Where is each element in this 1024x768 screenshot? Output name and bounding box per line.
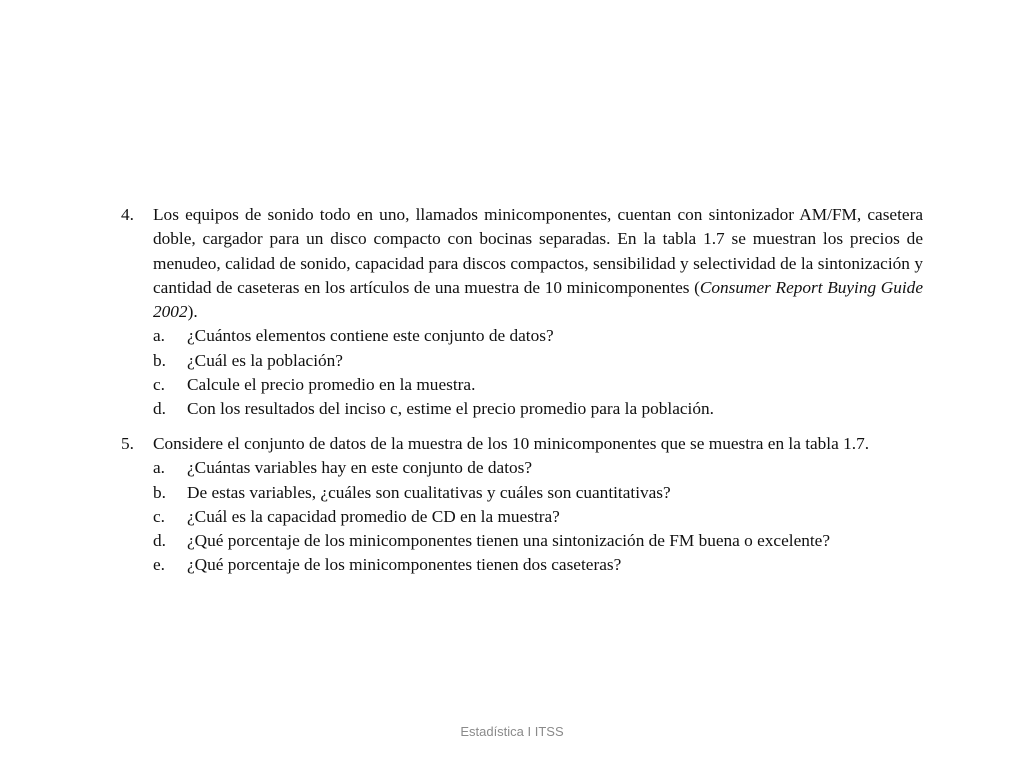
exercise-4 <box>121 203 923 422</box>
exercise-5 <box>121 432 923 578</box>
source-citation: Consumer Report Buying Guide 2002 <box>153 277 923 322</box>
question-text: ¿Cuál es la capacidad promedio de CD en la muestra? <box>187 506 560 526</box>
question-text: ¿Qué porcentaje de los minicomponentes tienen una sintonización de FM buena o excelente? <box>187 531 831 551</box>
question-text: ¿Qué porcentaje de los minicomponentes tienen dos caseteras? <box>187 555 622 575</box>
question-item <box>121 529 923 553</box>
question-letter: b. <box>153 482 166 502</box>
question-text: ¿Cuántas variables hay en este conjunto de datos? <box>187 458 533 478</box>
question-item <box>121 324 923 348</box>
question-text: ¿Cuántos elementos contiene este conjunto de datos? <box>187 326 554 346</box>
question-item <box>121 505 923 529</box>
exercise-text <box>153 203 923 324</box>
exercise-text: Considere el conjunto de datos de la muestra de los 10 minicomponentes que se muestra en la tabla 1.7. <box>153 434 870 453</box>
exercise-number: 5. <box>121 434 134 453</box>
question-letter: c. <box>153 506 165 526</box>
exercise-number: 4. <box>121 205 134 224</box>
question-item <box>121 456 923 480</box>
question-item <box>121 373 923 397</box>
question-item <box>121 481 923 505</box>
question-letter: a. <box>153 458 165 478</box>
question-text: Calcule el precio promedio en la muestra. <box>187 375 476 395</box>
slide-footer: Estadística I ITSS <box>460 724 564 739</box>
question-item <box>121 553 923 577</box>
question-letter: d. <box>153 531 166 551</box>
exercise-5-statement <box>121 432 923 456</box>
exercise-text-end: ). <box>187 302 198 322</box>
question-letter: a. <box>153 326 165 346</box>
question-letter: d. <box>153 399 166 419</box>
exercise-5-questions <box>121 456 923 577</box>
exercise-4-questions <box>121 324 923 421</box>
question-text: Con los resultados del inciso c, estime el precio promedio para la población. <box>187 399 714 419</box>
question-letter: b. <box>153 350 166 370</box>
exercise-text-part: Los equipos de sonido todo en uno, llamados minicomponentes, cuentan con sintonizador AM/FM, casetera doble, cargador para un disco compacto con bocinas separadas. En la tabla 1.7 se muestran los precios de menudeo, calidad de sonido, capacidad para discos compactos, sensibilidad y selectividad de la sintonización y cantidad de caseteras en los artículos de una muestra de 10 minicomponentes ( <box>153 205 923 297</box>
question-item <box>121 397 923 421</box>
question-text: De estas variables, ¿cuáles son cualitativas y cuáles son cuantitativas? <box>187 482 671 502</box>
question-letter: c. <box>153 375 165 395</box>
exercise-4-statement <box>121 203 923 324</box>
question-text: ¿Cuál es la población? <box>187 350 343 370</box>
question-letter: e. <box>153 555 165 575</box>
question-item <box>121 349 923 373</box>
